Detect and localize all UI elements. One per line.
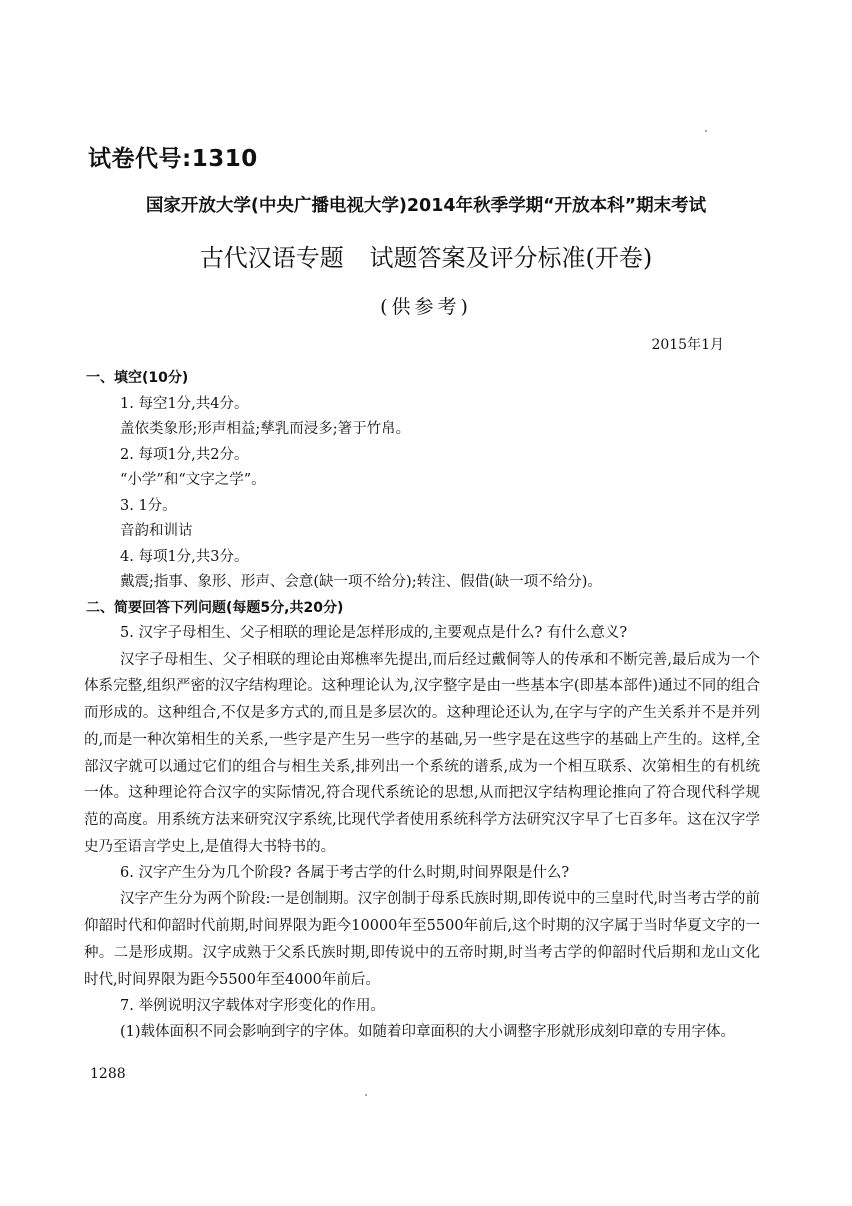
answer-line: 盖依类象形;形声相益;孳乳而浸多;箸于竹帛。	[120, 421, 411, 437]
answer-7: (1)载体面积不同会影响到字的字体。如随着印章面积的大小调整字形就形成刻印章的专用字体。	[120, 1024, 736, 1041]
answer-6: 汉字产生分为两个阶段:一是创制期。汉字创制于母系氏族时期,即传说中的三皇时代,时当考古学的前仰韶时代和仰韶时代前期,时间界限为距今10000年至5500年前后,这个时期的汉字属于当时华夏文字的一种。二是形成期。汉字成熟于父系氏族时期,即传说中的五帝时期,时当考古学的仰韶时代后期和龙山文化时代,时间界限为距今5500年至4000年前后。	[84, 891, 760, 988]
answer-line: 2. 每项1分,共2分。	[120, 446, 249, 463]
subject-title	[0, 238, 852, 273]
answer-line: 3. 1分。	[120, 497, 177, 514]
page-number: 1288	[90, 1066, 126, 1082]
question-7: 7. 举例说明汉字载体对字形变化的作用。	[120, 997, 385, 1014]
section-heading-fill-blank: 一、填空(10分)	[86, 370, 189, 386]
answer-line: 1. 每空1分,共4分。	[120, 395, 249, 412]
answer-5: 汉字子母相生、父子相联的理论由郑樵率先提出,而后经过戴侗等人的传承和不断完善,最后成为一个体系完整,组织严密的汉字结构理论。这种理论认为,汉字整字是由一些基本字(即基本部件)通过不同的组合而形成的。这种组合,不仅是多方式的,而且是多层次的。这种理论还认为,在字与字的产生关系并不是并列的,而是一种次第相生的关系,一些字是产生另一些字的基础,另一些字是在这些字的基础上产生的。这样,全部汉字就可以通过它们的组合与相生关系,排列出一个系统的谱系,成为一个相互联系、次第相生的有机统一体。这种理论符合汉字的实际情况,符合现代系统论的思想,从而把汉字结构理论推向了符合现代科学规范的高度。用系统方法来研究汉字系统,比现代学者使用系统科学方法研究汉字早了七百多年。这在汉字学史乃至语言学史上,是值得大书特书的。	[84, 651, 760, 856]
scan-speck	[705, 130, 707, 132]
exam-date: 2015年1月	[651, 337, 724, 353]
answer-line: “小学”和“文字之学”。	[120, 472, 266, 488]
question-5: 5. 汉字子母相生、父子相联的理论是怎样形成的,主要观点是什么? 有什么意义?	[120, 625, 628, 641]
scan-speck	[365, 1094, 367, 1096]
question-6: 6. 汉字产生分为几个阶段? 各属于考古学的什么时期,时间界限是什么?	[120, 864, 570, 881]
university-exam-title: 国家开放大学(中央广播电视大学)2014年秋季学期“开放本科”期末考试	[145, 196, 707, 216]
document-title: 试题答案及评分标准(开卷)	[369, 244, 653, 272]
answer-content	[84, 366, 760, 1046]
exam-code: 试卷代号:1310	[88, 146, 258, 172]
subject-name: 古代汉语专题	[199, 244, 344, 272]
answer-line: 音韵和训诂	[120, 523, 193, 539]
answer-line: 戴震;指事、象形、形声、会意(缺一项不给分);转注、假借(缺一项不给分)。	[120, 574, 602, 590]
section-heading-short-answer: 二、简要回答下列问题(每题5分,共20分)	[86, 599, 344, 616]
answer-line: 4. 每项1分,共3分。	[120, 548, 249, 565]
reference-note: (供参考)	[380, 296, 472, 318]
